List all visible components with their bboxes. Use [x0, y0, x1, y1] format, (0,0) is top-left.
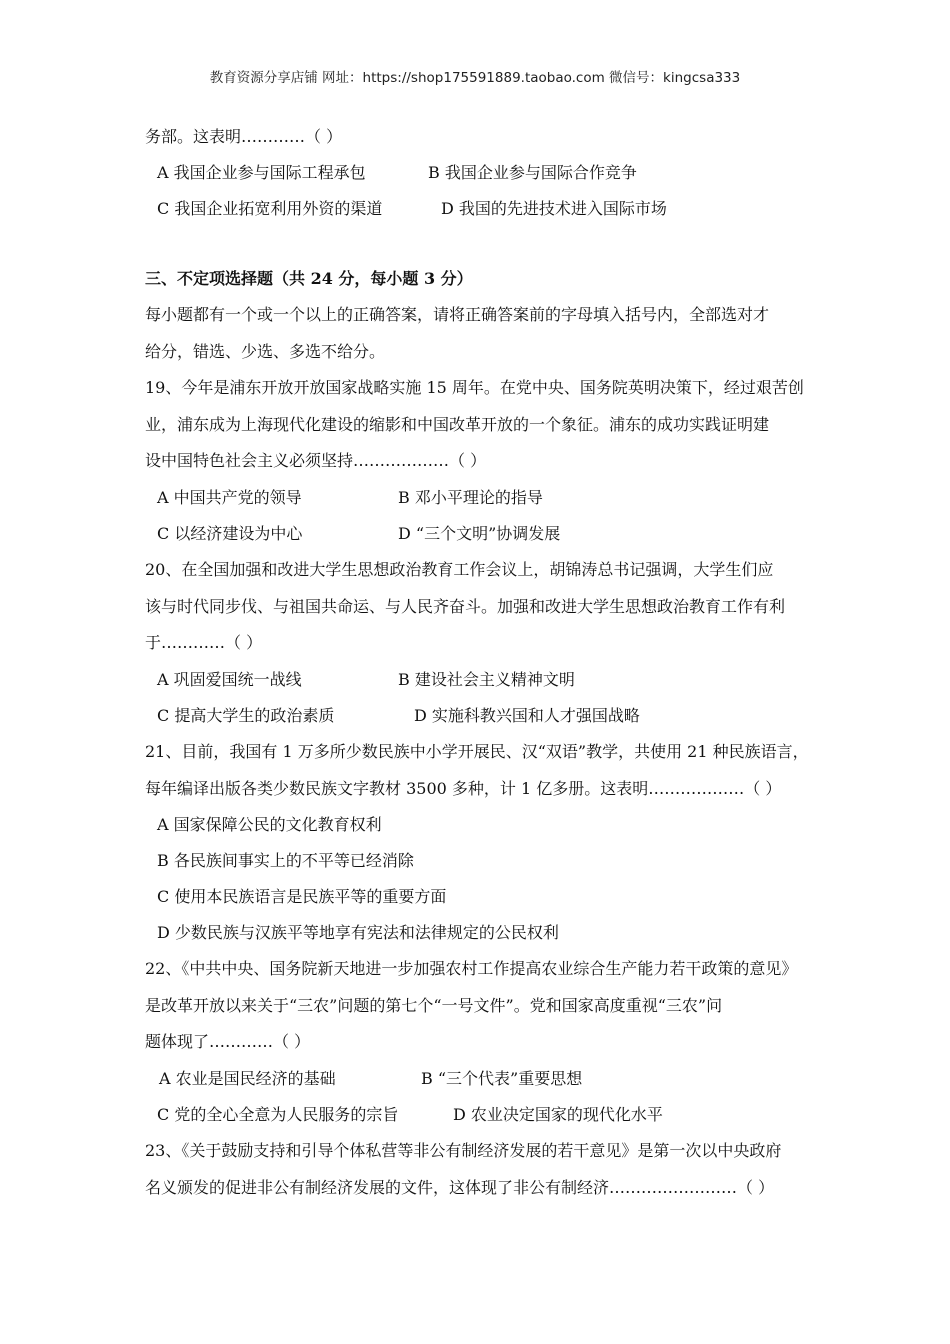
question-19-line-3: 设中国特色社会主义必须坚持………………（ ） [145, 451, 487, 470]
q21-option-d: D 少数民族与汉族平等地享有宪法和法律规定的公民权利 [157, 923, 559, 942]
q19-option-c: C 以经济建设为中心 [157, 524, 303, 543]
question-21-line-2: 每年编译出版各类少数民族文字教材 3500 多种，计 1 亿多册。这表明………………（ ） [145, 779, 782, 798]
q18-option-c: C 我国企业拓宽利用外资的渠道 [157, 199, 383, 218]
q20-option-c: C 提高大学生的政治素质 [157, 706, 335, 725]
question-22-line-3: 题体现了…………（ ） [145, 1032, 311, 1051]
question-22-line-2: 是改革开放以来关于“三农”问题的第七个“一号文件”。党和国家高度重视“三农”问 [145, 996, 723, 1015]
section-3-title: 三、不定项选择题（共 24 分，每小题 3 分） [145, 269, 473, 288]
q20-option-a: A 巩固爱国统一战线 [157, 670, 302, 689]
question-19-line-2: 业，浦东成为上海现代化建设的缩影和中国改革开放的一个象征。浦东的成功实践证明建 [145, 415, 770, 434]
q18-option-b: B 我国企业参与国际合作竞争 [428, 163, 637, 182]
question-23-line-1: 23、《关于鼓励支持和引导个体私营等非公有制经济发展的若干意见》是第一次以中央政府 [145, 1141, 782, 1160]
question-20-line-2: 该与时代同步伐、与祖国共命运、与人民齐奋斗。加强和改进大学生思想政治教育工作有利 [145, 597, 786, 616]
q22-option-b: B “三个代表”重要思想 [421, 1069, 583, 1088]
question-20-line-3: 于…………（ ） [145, 633, 263, 652]
question-20-line-1: 20、在全国加强和改进大学生思想政治教育工作会议上，胡锦涛总书记强调，大学生们应 [145, 560, 774, 579]
question-18-continuation: 务部。这表明…………（ ） [145, 127, 343, 146]
section-3-instruction-2: 给分，错选、少选、多选不给分。 [145, 342, 386, 361]
q22-option-d: D 农业决定国家的现代化水平 [453, 1105, 663, 1124]
q22-option-c: C 党的全心全意为人民服务的宗旨 [157, 1105, 399, 1124]
q18-option-a: A 我国企业参与国际工程承包 [157, 163, 366, 182]
q21-option-c: C 使用本民族语言是民族平等的重要方面 [157, 887, 447, 906]
q20-option-d: D 实施科教兴国和人才强国战略 [414, 706, 640, 725]
question-22-line-1: 22、《中共中央、国务院新天地进一步加强农村工作提高农业综合生产能力若干政策的意见》 [145, 959, 798, 978]
q21-option-b: B 各民族间事实上的不平等已经消除 [157, 851, 414, 870]
section-3-instruction-1: 每小题都有一个或一个以上的正确答案，请将正确答案前的字母填入括号内，全部选对才 [145, 305, 770, 324]
page-header: 教育资源分享店铺 网址：https://shop175591889.taobao.com 微信号：kingcsa333 [209, 70, 741, 86]
question-23-line-2: 名义颁发的促进非公有制经济发展的文件，这体现了非公有制经济……………………（ ） [145, 1178, 775, 1197]
q19-option-a: A 中国共产党的领导 [157, 488, 302, 507]
q19-option-d: D “三个文明”协调发展 [398, 524, 561, 543]
question-19-line-1: 19、今年是浦东开放开放国家战略实施 15 周年。在党中央、国务院英明决策下，经过艰苦创 [145, 378, 804, 397]
q21-option-a: A 国家保障公民的文化教育权利 [157, 815, 382, 834]
q19-option-b: B 邓小平理论的指导 [398, 488, 543, 507]
q20-option-b: B 建设社会主义精神文明 [398, 670, 575, 689]
question-21-line-1: 21、目前，我国有 1 万多所少数民族中小学开展民、汉“双语”教学，共使用 21 种民族语言， [145, 742, 809, 761]
q18-option-d: D 我国的先进技术进入国际市场 [441, 199, 667, 218]
q22-option-a: A 农业是国民经济的基础 [159, 1069, 336, 1088]
